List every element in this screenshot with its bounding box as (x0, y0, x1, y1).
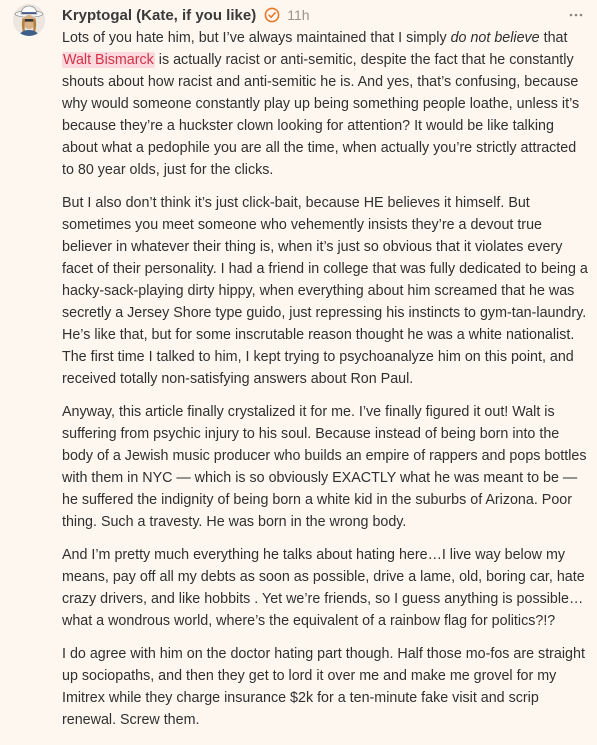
paragraph-text: Lots of you hate him, but I’ve always maintained that I simply (62, 30, 451, 46)
comment-paragraph: And I’m pretty much everything he talks about hating here…I live way below my means, pay off all my debts as soon as possible, drive a lame, old, boring car, hate crazy drivers, and like hobbits . Yet we’re friends, so I guess anything is possible…what a wondrous world, where’s the equivalent of a rainbow flag for politics?!? (62, 547, 585, 629)
comment-body (62, 27, 592, 742)
comment-paragraph: Anyway, this article finally crystalized it for me. I’ve finally figured it out! Walt is suffering from psychic injury to his soul. Because instead of being born into the body of a Jewish music producer who builds an empire of rappers and pops bottles with them in NYC — which is so obviously EXACTLY what he was meant to be — he suffered the indignity of being born a white kid in the suburbs of Arizona. Poor thing. Such a travesty. He was born in the wrong body. (62, 404, 587, 530)
comment-paragraph (62, 27, 592, 181)
comment-header (62, 5, 587, 25)
more-horizontal-icon[interactable] (565, 5, 587, 25)
comment-timestamp[interactable]: 11h (287, 7, 310, 23)
paragraph-text: is actually racist or anti-semitic, despite the fact that he constantly shouts about how racist and anti-semitic he is. And yes, that’s confusing, because why would someone constantly play up being something people loathe, unless it’s because they’re a huckster clown looking for attention? It would be like talking about what a pedophile you are all the time, when actually you’re strictly attracted to 80 year olds, just for the clicks. (62, 52, 580, 178)
user-mention-link[interactable]: Walt Bismarck (63, 52, 154, 68)
author-name[interactable]: Kryptogal (Kate, if you like) (62, 6, 257, 24)
comment-paragraph: I do agree with him on the doctor hating part though. Half those mo-fos are straight up sociopaths, and then they get to lord it over me and make me grovel for my Imitrex while they charge insurance $2k for a ten-minute fake visit and scrip renewal. Screw them. (62, 646, 585, 728)
paragraph-text: that (539, 30, 568, 46)
avatar-image (13, 4, 45, 36)
emphasis-text: do not believe (450, 30, 540, 46)
user-avatar[interactable] (13, 4, 45, 36)
comment-paragraph: But I also don’t think it’s just click-bait, because HE believes it himself. But sometimes you meet someone who vehemently insists they’re a devout true believer in whatever their thing is, when it’s just so obvious that it violates every facet of their personality. I had a friend in college that was fully dedicated to being a hacky-sack-playing dirty hippy, when everything about him screamed that he was secretly a Jersey Shore type guido, just repressing his instincts to gym-tan-laundry. He’s like that, but for some inscrutable reason thought he was a white nationalist. The first time I talked to him, I kept trying to psychoanalyze him on this point, and received totally non-satisfying answers about Ron Paul. (62, 195, 588, 387)
check-circle-icon (264, 7, 280, 23)
